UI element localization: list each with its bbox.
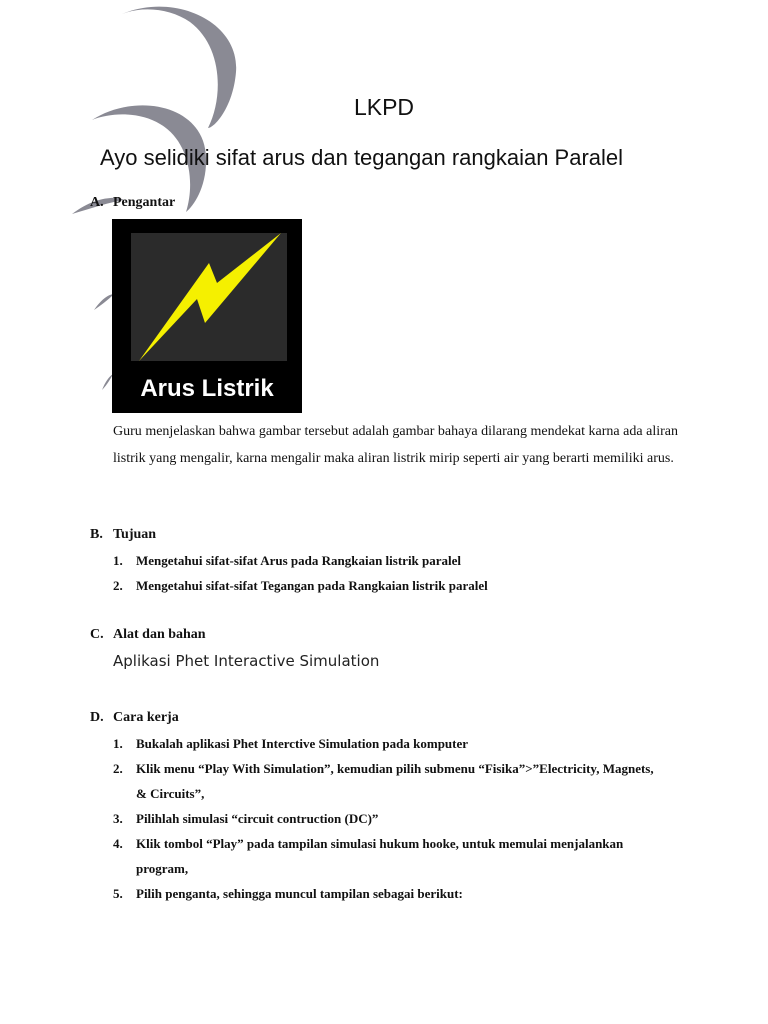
logo-caption: Arus Listrik — [140, 375, 274, 402]
section-b-title: Tujuan — [113, 527, 157, 542]
section-b-heading — [90, 527, 156, 543]
section-a-title: Pengantar — [113, 195, 176, 210]
arus-listrik-image — [112, 219, 302, 413]
list-text-continued: program, — [136, 861, 189, 876]
list-number: 1. — [113, 553, 123, 568]
section-c-letter: C. — [90, 627, 104, 642]
page-title: LKPD — [353, 94, 415, 120]
section-d-title: Cara kerja — [113, 710, 179, 725]
list-text: Pilih penganta, sehingga muncul tampilan sebagai berikut: — [136, 886, 463, 901]
list-item — [113, 831, 654, 881]
tools-text: Aplikasi Phet Interactive Simulation — [113, 652, 380, 670]
list-item — [113, 573, 488, 598]
section-d-heading — [90, 710, 179, 726]
section-b-letter: B. — [90, 527, 103, 542]
list-text-continued: & Circuits”, — [136, 786, 205, 801]
section-c-heading — [90, 627, 206, 643]
lightning-bolt-icon — [131, 233, 287, 361]
list-number: 2. — [113, 578, 123, 593]
list-number: 2. — [113, 761, 123, 776]
list-item — [113, 756, 654, 806]
section-c-title: Alat dan bahan — [113, 627, 206, 642]
list-text: Klik menu “Play With Simulation”, kemudian pilih submenu “Fisika”>”Electricity, Magnets, — [136, 761, 654, 776]
list-text: Mengetahui sifat-sifat Tegangan pada Rangkaian listrik paralel — [136, 578, 488, 593]
intro-paragraph: Guru menjelaskan bahwa gambar tersebut adalah gambar bahaya dilarang mendekat karna ada aliran listrik yang mengalir, karna mengalir maka aliran listrik mirip seperti air yang berarti memiliki arus. — [113, 424, 678, 466]
list-number: 1. — [113, 736, 123, 751]
page-subtitle: Ayo selidiki sifat arus dan tegangan rangkaian Paralel — [100, 145, 624, 170]
section-d-letter: D. — [90, 710, 104, 725]
list-item — [113, 731, 654, 756]
list-text: Klik tombol “Play” pada tampilan simulasi hukum hooke, untuk memulai menjalankan — [136, 836, 624, 851]
list-text: Bukalah aplikasi Phet Interctive Simulation pada komputer — [136, 736, 469, 751]
list-number: 5. — [113, 886, 123, 901]
list-text: Pilihlah simulasi “circuit contruction (DC)” — [136, 811, 379, 826]
list-item — [113, 548, 488, 573]
list-number: 4. — [113, 836, 123, 851]
tujuan-list — [113, 548, 488, 598]
list-item — [113, 806, 654, 831]
cara-kerja-list — [113, 731, 654, 906]
list-number: 3. — [113, 811, 123, 826]
section-a-letter: A. — [90, 195, 104, 210]
list-text: Mengetahui sifat-sifat Arus pada Rangkaian listrik paralel — [136, 553, 462, 568]
list-item — [113, 881, 654, 906]
section-a-heading — [90, 195, 175, 211]
